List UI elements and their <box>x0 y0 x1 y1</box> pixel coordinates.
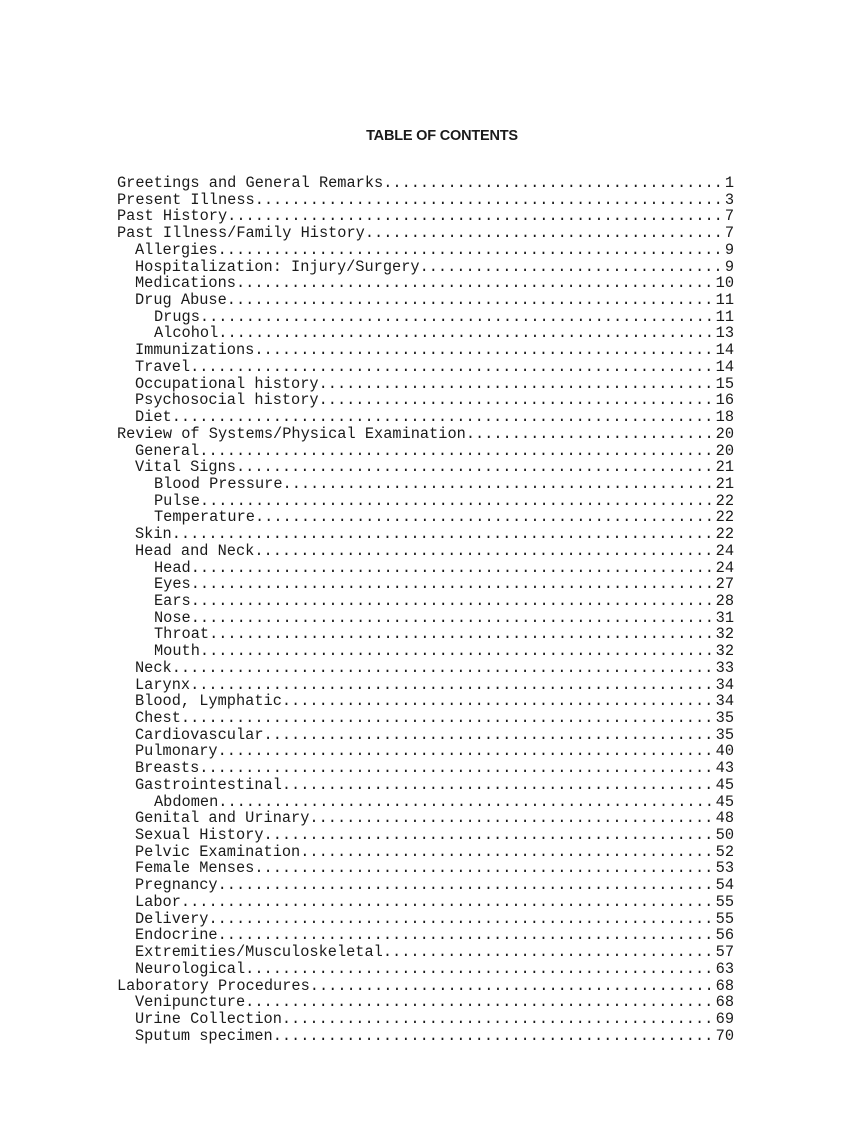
toc-entry-label: Medications <box>135 275 236 293</box>
toc-entry-label: Drug Abuse <box>135 292 227 309</box>
toc-entry-page-number: 22 <box>715 492 734 510</box>
toc-entry <box>117 626 734 643</box>
toc-entry-page-number: 34 <box>715 676 734 694</box>
toc-entry <box>117 359 734 376</box>
toc-entry-label: Pulmonary <box>135 743 218 761</box>
toc-entry-page-number: 22 <box>715 526 734 543</box>
dot-leader <box>254 543 710 560</box>
toc-entry <box>117 426 734 443</box>
toc-entry-page-number: 21 <box>715 459 734 476</box>
toc-entry-label: Travel <box>135 358 191 376</box>
toc-entry-label: Past Illness/Family History <box>117 225 365 242</box>
dot-leader <box>282 1011 711 1028</box>
toc-entry-label: Laboratory Procedures <box>117 977 310 995</box>
toc-entry-page-number: 15 <box>715 375 734 393</box>
toc-entry-label: Alcohol <box>154 325 219 343</box>
toc-entry <box>117 794 734 811</box>
toc-entry-page-number: 54 <box>715 877 734 894</box>
dot-leader <box>254 860 710 877</box>
dot-leader <box>181 894 711 911</box>
dot-leader <box>309 810 710 827</box>
toc-entry-page-number: 20 <box>715 442 734 460</box>
toc-entry <box>117 727 734 744</box>
toc-entry-label: Blood, Lymphatic <box>135 693 282 710</box>
toc-entry-page-number: 10 <box>715 275 734 293</box>
toc-entry <box>117 208 734 225</box>
toc-entry <box>117 175 734 192</box>
toc-entry <box>117 860 734 877</box>
toc-entry-page-number: 22 <box>715 509 734 527</box>
toc-entry-page-number: 45 <box>715 793 734 811</box>
toc-entry-label: Sputum specimen <box>135 1027 273 1045</box>
dot-leader <box>383 175 720 192</box>
toc-entry-label: Eyes <box>154 576 191 593</box>
toc-entry-page-number: 57 <box>715 944 734 961</box>
toc-entry-label: Diet <box>135 409 172 426</box>
toc-entry-page-number: 68 <box>715 977 734 995</box>
toc-entry-page-number: 50 <box>715 827 734 844</box>
toc-entry <box>117 743 734 760</box>
dot-leader <box>181 710 711 727</box>
toc-entry <box>117 810 734 827</box>
toc-entry-page-number: 28 <box>715 592 734 610</box>
toc-entry-page-number: 68 <box>715 994 734 1011</box>
toc-entry-label: Allergies <box>135 241 218 259</box>
toc-entry <box>117 760 734 777</box>
toc-entry <box>117 543 734 560</box>
dot-leader <box>255 509 711 526</box>
toc-entry-label: Pregnancy <box>135 877 218 894</box>
toc-entry-label: Head <box>154 559 191 577</box>
toc-entry <box>117 325 734 342</box>
toc-entry-label: Pelvic Examination <box>135 843 301 861</box>
toc-entry <box>117 693 734 710</box>
toc-entry-page-number: 32 <box>715 643 734 660</box>
toc-entry-label: Head and Neck <box>135 542 255 560</box>
toc-entry-label: Chest <box>135 710 181 727</box>
toc-entry-label: Sexual History <box>135 827 264 844</box>
toc-entry <box>117 225 734 242</box>
dot-leader <box>208 911 710 928</box>
toc-entry <box>117 927 734 944</box>
toc-entry-page-number: 55 <box>715 910 734 928</box>
dot-leader <box>191 576 711 593</box>
dot-leader <box>245 961 710 978</box>
toc-entry-label: Cardiovascular <box>135 726 264 744</box>
toc-entry-page-number: 48 <box>715 810 734 828</box>
toc-entry <box>117 576 734 593</box>
dot-leader <box>254 342 710 359</box>
dot-leader <box>283 476 711 493</box>
toc-entry-label: Breasts <box>135 760 200 777</box>
toc-entry-label: General <box>135 442 200 460</box>
toc-entry <box>117 493 734 510</box>
dot-leader <box>209 626 711 643</box>
dot-leader <box>172 526 711 543</box>
toc-entry-page-number: 55 <box>715 893 734 911</box>
toc-entry-label: Pulse <box>154 492 200 510</box>
toc-entry <box>117 526 734 543</box>
toc-entry-label: Delivery <box>135 910 209 928</box>
toc-entry <box>117 443 734 460</box>
toc-entry-label: Occupational history <box>135 375 319 393</box>
dot-leader <box>191 610 711 627</box>
toc-entry-page-number: 1 <box>724 175 734 192</box>
toc-entry <box>117 911 734 928</box>
toc-entry-page-number: 3 <box>724 191 734 209</box>
toc-entry-page-number: 35 <box>715 710 734 727</box>
toc-entry <box>117 560 734 577</box>
toc-entry-page-number: 56 <box>715 927 734 945</box>
dot-leader <box>172 660 711 677</box>
dot-leader <box>190 677 711 694</box>
dot-leader <box>264 827 711 844</box>
toc-entry <box>117 1028 734 1045</box>
dot-leader <box>191 560 711 577</box>
toc-entry-label: Ears <box>154 592 191 610</box>
toc-entry-page-number: 63 <box>715 960 734 978</box>
toc-entry-page-number: 7 <box>724 225 734 242</box>
toc-entry-page-number: 70 <box>715 1027 734 1045</box>
dot-leader <box>310 978 711 995</box>
toc-entry-label: Greetings and General Remarks <box>117 175 384 192</box>
toc-entry-label: Female Menses <box>135 860 255 878</box>
toc-entry-label: Endocrine <box>135 927 218 945</box>
toc-entry <box>117 259 734 276</box>
dot-leader <box>218 927 711 944</box>
dot-leader <box>236 459 711 476</box>
toc-entry-page-number: 14 <box>715 358 734 376</box>
toc-entry-label: Past History <box>117 208 228 226</box>
toc-entry-page-number: 40 <box>715 743 734 761</box>
toc-entry-page-number: 11 <box>715 308 734 326</box>
dot-leader <box>245 994 710 1011</box>
toc-entry <box>117 242 734 259</box>
toc-entry-label: Blood Pressure <box>154 475 283 493</box>
toc-entry <box>117 509 734 526</box>
dot-leader <box>236 275 711 292</box>
dot-leader <box>200 309 711 326</box>
dot-leader <box>200 493 711 510</box>
toc-entry-page-number: 52 <box>715 843 734 861</box>
toc-entry-label: Extremities/Musculoskeletal <box>135 944 383 961</box>
dot-leader <box>227 208 720 225</box>
dot-leader <box>264 727 711 744</box>
toc-entry-page-number: 34 <box>715 693 734 710</box>
toc-entry-page-number: 14 <box>715 342 734 359</box>
dot-leader <box>218 794 710 811</box>
toc-entry <box>117 877 734 894</box>
toc-entry <box>117 994 734 1011</box>
toc-entry-label: Temperature <box>154 509 255 527</box>
toc-entry <box>117 894 734 911</box>
toc-entry <box>117 476 734 493</box>
toc-entry-label: Psychosocial history <box>135 392 319 410</box>
dot-leader <box>300 844 710 861</box>
toc-entry <box>117 710 734 727</box>
toc-entry <box>117 978 734 995</box>
toc-entry-label: Present Illness <box>117 191 255 209</box>
dot-leader <box>172 409 711 426</box>
dot-leader <box>282 693 711 710</box>
toc-entry-label: Venipuncture <box>135 994 246 1011</box>
toc-entry <box>117 610 734 627</box>
toc-entry <box>117 376 734 393</box>
toc-list <box>117 175 734 1044</box>
toc-entry-label: Abdomen <box>154 793 219 811</box>
toc-entry-page-number: 27 <box>715 576 734 593</box>
toc-entry-page-number: 24 <box>715 542 734 560</box>
toc-entry-page-number: 24 <box>715 559 734 577</box>
dot-leader <box>383 944 711 961</box>
dot-leader <box>218 743 711 760</box>
dot-leader <box>420 259 720 276</box>
toc-entry-page-number: 69 <box>715 1010 734 1028</box>
toc-entry <box>117 1011 734 1028</box>
toc-entry-label: Gastrointestinal <box>135 776 282 794</box>
toc-entry-page-number: 20 <box>715 425 734 443</box>
toc-entry <box>117 342 734 359</box>
toc-entry-page-number: 45 <box>715 776 734 794</box>
dot-leader <box>199 443 710 460</box>
dot-leader <box>190 359 711 376</box>
toc-entry-label: Labor <box>135 893 181 911</box>
dot-leader <box>255 192 720 209</box>
toc-entry-label: Hospitalization: Injury/Surgery <box>135 258 420 276</box>
toc-entry-page-number: 31 <box>715 609 734 627</box>
toc-entry <box>117 309 734 326</box>
dot-leader <box>218 242 720 259</box>
page-title: TABLE OF CONTENTS <box>366 128 518 144</box>
toc-entry-page-number: 13 <box>715 325 734 343</box>
toc-entry-label: Neurological <box>135 960 246 978</box>
toc-entry-label: Throat <box>154 626 210 644</box>
toc-entry <box>117 643 734 660</box>
toc-entry-page-number: 18 <box>715 409 734 426</box>
toc-entry-page-number: 9 <box>724 258 734 276</box>
toc-entry-page-number: 9 <box>724 241 734 259</box>
dot-leader <box>191 593 711 610</box>
toc-entry <box>117 944 734 961</box>
toc-entry <box>117 593 734 610</box>
dot-leader <box>199 760 710 777</box>
dot-leader <box>218 325 710 342</box>
toc-entry <box>117 409 734 426</box>
toc-entry <box>117 292 734 309</box>
toc-entry-page-number: 53 <box>715 860 734 878</box>
toc-entry-page-number: 35 <box>715 726 734 744</box>
dot-leader <box>273 1028 711 1045</box>
dot-leader <box>227 292 711 309</box>
toc-entry-label: Drugs <box>154 308 200 326</box>
dot-leader <box>365 225 720 242</box>
toc-entry-page-number: 33 <box>715 659 734 677</box>
toc-entry-label: Immunizations <box>135 342 255 359</box>
toc-entry <box>117 827 734 844</box>
toc-entry <box>117 961 734 978</box>
toc-entry <box>117 660 734 677</box>
toc-entry <box>117 677 734 694</box>
toc-entry-label: Skin <box>135 526 172 543</box>
toc-entry-label: Urine Collection <box>135 1010 282 1028</box>
toc-entry <box>117 777 734 794</box>
toc-entry-page-number: 7 <box>724 208 734 226</box>
toc-entry-label: Nose <box>154 609 191 627</box>
dot-leader <box>319 392 711 409</box>
toc-entry-page-number: 21 <box>715 475 734 493</box>
toc-entry-page-number: 43 <box>715 760 734 777</box>
toc-entry-label: Vital Signs <box>135 459 236 476</box>
toc-entry <box>117 844 734 861</box>
toc-entry-page-number: 11 <box>715 292 734 309</box>
toc-entry <box>117 192 734 209</box>
dot-leader <box>282 777 711 794</box>
toc-entry <box>117 392 734 409</box>
toc-entry <box>117 275 734 292</box>
toc-entry-label: Mouth <box>154 643 200 660</box>
toc-entry-label: Genital and Urinary <box>135 810 310 828</box>
dot-leader <box>218 877 711 894</box>
toc-entry-label: Review of Systems/Physical Examination <box>117 425 466 443</box>
toc-entry-page-number: 32 <box>715 626 734 644</box>
toc-entry <box>117 459 734 476</box>
dot-leader <box>200 643 711 660</box>
dot-leader <box>319 376 711 393</box>
toc-entry-page-number: 16 <box>715 392 734 410</box>
toc-entry-label: Neck <box>135 659 172 677</box>
dot-leader <box>466 426 711 443</box>
toc-entry-label: Larynx <box>135 676 191 694</box>
